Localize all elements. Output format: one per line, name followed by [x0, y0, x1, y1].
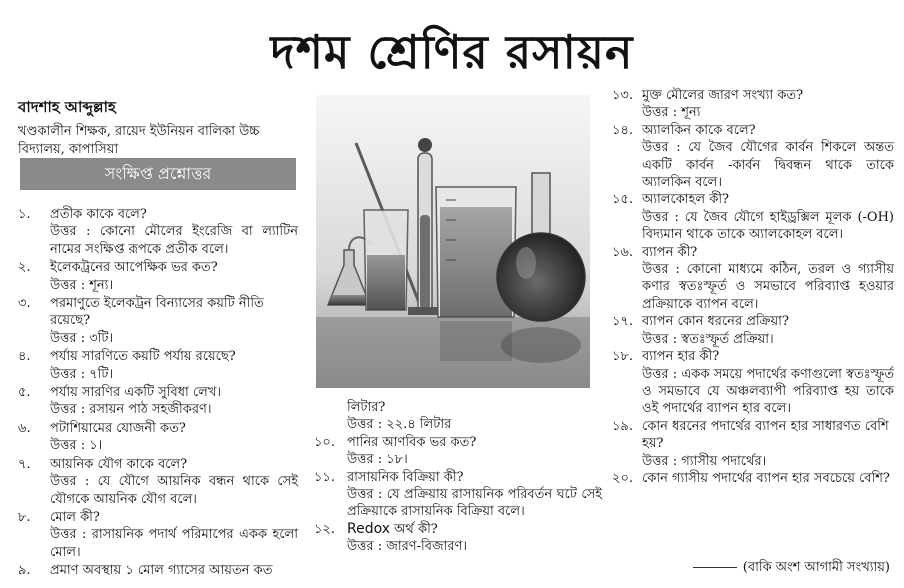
question: পর্যায় সারণিতে কয়টি পর্যায় রয়েছে?	[50, 349, 236, 365]
answer: উত্তর : শূন্য।	[50, 277, 114, 293]
qa-item	[612, 244, 894, 314]
qa-number: ১৫.	[612, 192, 634, 208]
question: ব্যাপন হার কী?	[642, 349, 720, 365]
qa-number: ৮.	[18, 509, 31, 525]
question: পানির আণবিক ভর কত?	[347, 434, 477, 450]
qa-number: ১.	[18, 207, 31, 222]
qa-number: ৩.	[18, 296, 31, 312]
answer: উত্তর : যে প্রক্রিয়ায় রাসায়নিক পরিবর্তন ঘটে সেই প্রক্রিয়াকে রাসায়নিক বিক্রিয়া বলে।	[347, 487, 602, 520]
qa-number: ১৩.	[612, 88, 634, 103]
answer: উত্তর : কোনো মাধ্যমে কঠিন, তরল ও গ্যাসীয় কণার স্বতঃস্ফূর্ত ও সমভাবে পরিব্যাপ্ত হওয়ার প্রক্রিয়াকে ব্যাপন বলে।	[642, 262, 894, 312]
question: অ্যালকিন কাকে বলে?	[642, 122, 756, 138]
answer: উত্তর : ৭টি।	[50, 366, 114, 382]
qa-number: ২.	[18, 260, 31, 276]
qa-item	[18, 509, 298, 561]
qa-item	[18, 295, 298, 347]
qa-column-2	[314, 399, 602, 556]
qa-item	[18, 456, 298, 508]
qa-number: ১০.	[314, 434, 336, 450]
author-name: বাদশাহ আব্দুল্লাহ	[18, 98, 116, 116]
qa-item	[18, 259, 298, 294]
page-title: দশম শ্রেণির রসায়ন	[270, 25, 634, 79]
question: ব্যাপন কোন ধরনের প্রক্রিয়া?	[642, 314, 789, 330]
qa-item	[18, 384, 298, 419]
qa-item	[18, 420, 298, 455]
qa-number: ১২.	[314, 521, 336, 537]
question: মোল কী?	[50, 509, 100, 525]
answer: উত্তর : ১৮।	[347, 452, 408, 468]
question: কোন ধরনের পদার্থের ব্যাপন হার সাধারণত বেশি হয়?	[642, 418, 889, 452]
qa-item	[612, 87, 894, 122]
answer: উত্তর : রাসায়নিক পদার্থ পরিমাপের একক হলো মোল।	[50, 527, 298, 560]
qa-number: ১৯.	[612, 418, 634, 434]
lab-glassware-illustration	[316, 95, 590, 388]
qa-item	[612, 470, 894, 487]
question: রাসায়নিক বিক্রিয়া কী?	[347, 469, 464, 485]
question: পর্যায় সারণির একটি সুবিধা লেখ।	[50, 385, 222, 401]
question: প্রতীক কাকে বলে?	[50, 207, 147, 222]
author-affiliation: খণ্ডকালীন শিক্ষক, রায়েদ ইউনিয়ন বালিকা উচ্চ বিদ্যালয়, কাপাসিয়া	[18, 124, 260, 157]
qa-column-1	[18, 206, 298, 581]
answer: উত্তর : গ্যাসীয় পদার্থের।	[642, 453, 767, 469]
question: মুক্ত মৌলের জারণ সংখ্যা কত?	[642, 88, 804, 103]
answer: উত্তর : কোনো মৌলের ইংরেজি বা ল্যাটিন নামের সংক্ষিপ্ত রূপকে প্রতীক বলে।	[50, 224, 298, 257]
qa-number: ৯.	[18, 563, 31, 579]
answer: উত্তর : ২২.৪ লিটার	[347, 417, 452, 433]
question-continued: লিটার?	[347, 400, 386, 415]
qa-item	[612, 122, 894, 192]
qa-item	[612, 313, 894, 348]
answer: উত্তর : রসায়ন পাঠ সহজীকরণ।	[50, 402, 212, 418]
question: ইলেকট্রনের আপেক্ষিক ভর কত?	[50, 260, 218, 276]
section-heading: সংক্ষিপ্ত প্রশ্নোত্তর	[20, 158, 296, 190]
answer: উত্তর : ৩টি।	[50, 330, 114, 346]
continued-note: (বাকি অংশ আগামী সংখ্যায়)	[693, 558, 890, 579]
qa-number: ১৮.	[612, 349, 634, 365]
qa-item	[612, 191, 894, 243]
qa-number: ৫.	[18, 385, 31, 401]
qa-item	[18, 348, 298, 383]
answer: উত্তর : যে জৈব যৌগের কার্বন শিকলে অন্তত একটি কার্বন -কার্বন দ্বিবন্ধন থাকে তাকে অ্যালকিন বলে।	[642, 140, 894, 191]
qa-number: ৪.	[18, 349, 31, 365]
question: প্রমাণ অবস্থায় ১ মোল গ্যাসের আয়তন কত	[50, 563, 273, 579]
qa-number: ১৪.	[612, 122, 634, 138]
answer: উত্তর : যে জৈব যৌগে হাইড্রক্সিল মূলক (-OH) বিদ্যমান থাকে তাকে অ্যালকোহল বলে।	[642, 209, 894, 243]
author-block	[18, 96, 303, 159]
qa-item	[314, 434, 602, 469]
question: পটাশিয়ামের যোজনী কত?	[50, 420, 186, 436]
qa-item	[612, 348, 894, 418]
answer: উত্তর : শূন্য	[642, 105, 701, 121]
answer: উত্তর : ১।	[50, 438, 103, 454]
qa-item	[314, 469, 602, 521]
question: পরমাণুতে ইলেকট্রন বিন্যাসের কয়টি নীতি রয়েছে?	[50, 296, 264, 329]
qa-column-3	[612, 87, 894, 487]
qa-number: ৬.	[18, 420, 31, 436]
qa-item	[314, 399, 602, 434]
lab-glassware-photo	[316, 95, 590, 388]
qa-item	[18, 562, 298, 579]
question: আয়নিক যৌগ কাকে বলে?	[50, 456, 188, 472]
question: কোন গ্যাসীয় পদার্থের ব্যাপন হার সবচেয়ে বেশি?	[642, 470, 890, 486]
answer: উত্তর : যে যৌগে আয়নিক বন্ধন থাকে সেই যৌগকে আয়নিক যৌগ বলে।	[50, 474, 298, 507]
qa-item	[18, 206, 298, 258]
qa-number: ১১.	[314, 469, 336, 485]
qa-item	[612, 418, 894, 470]
qa-number: ১৬.	[612, 244, 634, 260]
answer: উত্তর : স্বতঃস্ফূর্ত প্রক্রিয়া।	[642, 331, 774, 347]
answer: উত্তর : একক সময়ে পদার্থের কণাগুলো স্বতঃস্ফূর্ত ও সমভাবে যে অঞ্চলব্যাপী পরিব্যাপ্ত হয় তাকে ওই পদার্থের ব্যাপন হার বলে।	[642, 366, 894, 417]
question: অ্যালকোহল কী?	[642, 192, 730, 208]
question: Redox অর্থ কী?	[347, 520, 438, 537]
qa-number: ৭.	[18, 456, 31, 472]
answer: উত্তর : জারণ-বিজারণ।	[347, 539, 468, 555]
qa-number: ২০.	[612, 470, 634, 486]
qa-number: ১৭.	[612, 314, 634, 330]
qa-item	[314, 521, 602, 556]
question: ব্যাপন কী?	[642, 244, 698, 260]
question-latin-term: Redox	[347, 520, 391, 537]
footer-rule	[693, 567, 737, 568]
